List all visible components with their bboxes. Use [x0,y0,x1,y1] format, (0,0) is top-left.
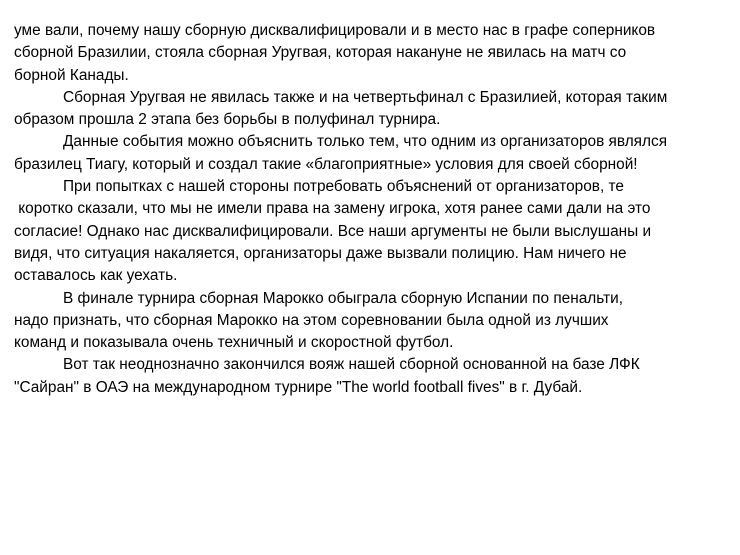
text-line-2: сборной Бразилии, стояла сборная Уругвая, которая накануне не явилась на матч со [14,44,627,62]
text-line-10: согласие! Однако нас дисквалифицировали. Все наши аргументы не были выслушаны и [14,222,652,240]
text-line-9: коротко сказали, что мы не имели права на замену игрока, хотя ранее сами дали на это [14,200,651,218]
text-line-1: уме вали, почему нашу сборную дисквалифицировали и в место нас в графе соперников [14,22,656,39]
text-line-14: надо признать, что сборная Марокко на этом соревновании была одной из лучших [14,311,609,329]
text-line-17: "Сайран" в ОАЭ на международном турнире "The world football fives" в г. Дубай. [14,378,583,396]
text-line-8: При попытках с нашей стороны потребовать объяснений от организаторов, те [63,178,624,196]
text-line-4: Сборная Уругвая не явилась также и на четвертьфинал с Бразилией, которая таким [63,88,668,106]
text-line-16: Вот так неоднозначно закончился вояж нашей сборной основанной на базе ЛФК [63,356,640,374]
text-line-11: видя, что ситуация накаляется, организаторы даже вызвали полицию. Нам ничего не [14,244,627,262]
document-body [14,20,736,399]
text-line-5: образом прошла 2 этапа без борьбы в полуфинал турнира. [14,111,441,129]
text-line-13: В финале турнира сборная Марокко обыграла сборную Испании по пенальти, [63,289,624,307]
text-line-3: борной Канады. [14,66,129,84]
text-line-12: оставалось как уехать. [14,267,178,285]
text-line-6: Данные события можно объяснить только тем, что одним из организаторов являлся [63,133,668,151]
text-line-15: команд и показывала очень техничный и скоростной футбол. [14,334,454,352]
text-line-7: бразилец Тиагу, который и создал такие «благоприятные» условия для своей сборной! [14,155,638,173]
